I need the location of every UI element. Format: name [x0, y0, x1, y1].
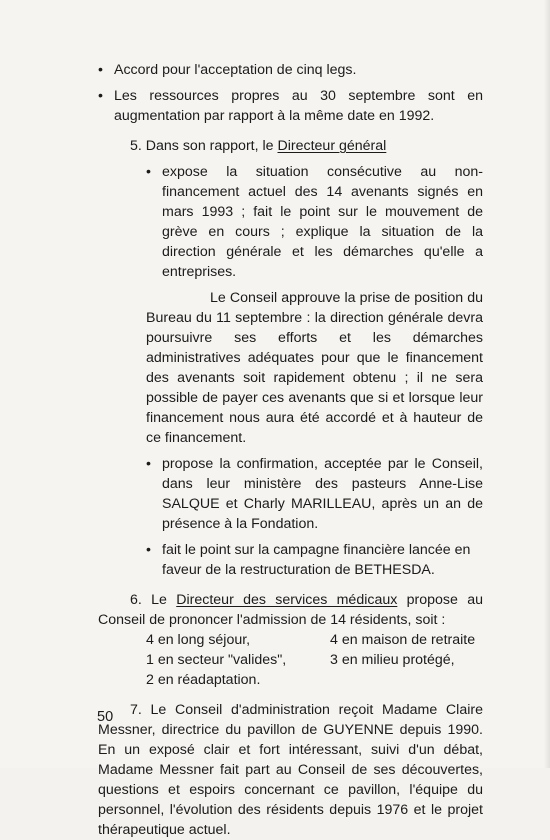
section-6-prefix: 6. Le — [130, 592, 177, 608]
section-7-paragraph: 7. Le Conseil d'administration reçoit Madame Claire Messner, directrice du pavillon de GUYENNE depuis 1990. En un exposé clair et fort intéressant, suivi d'un débat, Madame Messner fait part au Conseil de ses découvertes, questions et espoirs concernant ce pavillon, l'équipe du personnel, l'évolution des résidents depuis 1976 et le projet thérapeutique actuel. — [98, 702, 483, 838]
bullet-dot: • — [146, 164, 151, 180]
section-6-paragraph — [98, 590, 483, 630]
admission-item: 1 en secteur "valides", — [146, 652, 287, 668]
admission-item: 3 en milieu protégé, — [330, 652, 455, 668]
council-decision-paragraph: Le Conseil approuve la prise de position du Bureau du 11 septembre : la direction générale devra poursuivre ses efforts et les démarches administratives adéquates pour que le financement des avenants soit rapidement obtenu ; il ne sera possible de payer ces avenants que si et lorsque leur financement nous aura été accordé et à hauteur de ce financement. — [146, 290, 483, 446]
bullet-item — [98, 86, 483, 126]
bullet-text: expose la situation consécutive au non-financement actuel des 14 avenants signés en mars 1993 ; fait le point sur le mouvement de grève en cours ; explique la situation de la direction générale et les démarches qu'elle a entreprises. — [162, 164, 483, 280]
section-5-subject: Directeur général — [277, 138, 387, 154]
admission-item: 4 en maison de retraite — [330, 632, 476, 648]
section-5-prefix: 5. Dans son rapport, le — [130, 138, 278, 154]
section-6-rest: propose au Conseil de prononcer l'admission de 14 résidents, soit : — [98, 592, 484, 628]
admission-item: 4 en long séjour, — [146, 632, 251, 648]
section-5-body — [98, 162, 483, 580]
bullet-text: fait le point sur la campagne financière lancée en faveur de la restructuration de BETHESDA. — [162, 542, 471, 578]
admission-item: 2 en réadaptation. — [146, 672, 261, 688]
bullet-item — [98, 60, 483, 80]
bullet-dot: • — [146, 456, 151, 472]
bullet-dot: • — [98, 88, 103, 104]
admissions-list — [98, 630, 483, 690]
bullet-text: Les ressources propres au 30 septembre sont en augmentation par rapport à la même date en 1992. — [114, 88, 483, 124]
bullet-item — [146, 454, 483, 534]
page-edge-shadow — [544, 0, 550, 768]
section-5-heading — [98, 136, 483, 156]
bullet-item — [146, 540, 483, 580]
bullet-dot: • — [146, 542, 151, 558]
page-number: 50 — [97, 709, 114, 725]
bullet-text: Accord pour l'acceptation de cinq legs. — [114, 62, 357, 78]
section-6-subject: Directeur des services médicaux — [176, 592, 398, 608]
bullet-text: propose la confirmation, acceptée par le Conseil, dans leur ministère des pasteurs Anne-Lise SALQUE et Charly MARILLEAU, après un an de présence à la Fondation. — [162, 456, 483, 532]
bullet-item — [146, 162, 483, 282]
page-body — [98, 60, 483, 840]
bullet-dot: • — [98, 62, 103, 78]
